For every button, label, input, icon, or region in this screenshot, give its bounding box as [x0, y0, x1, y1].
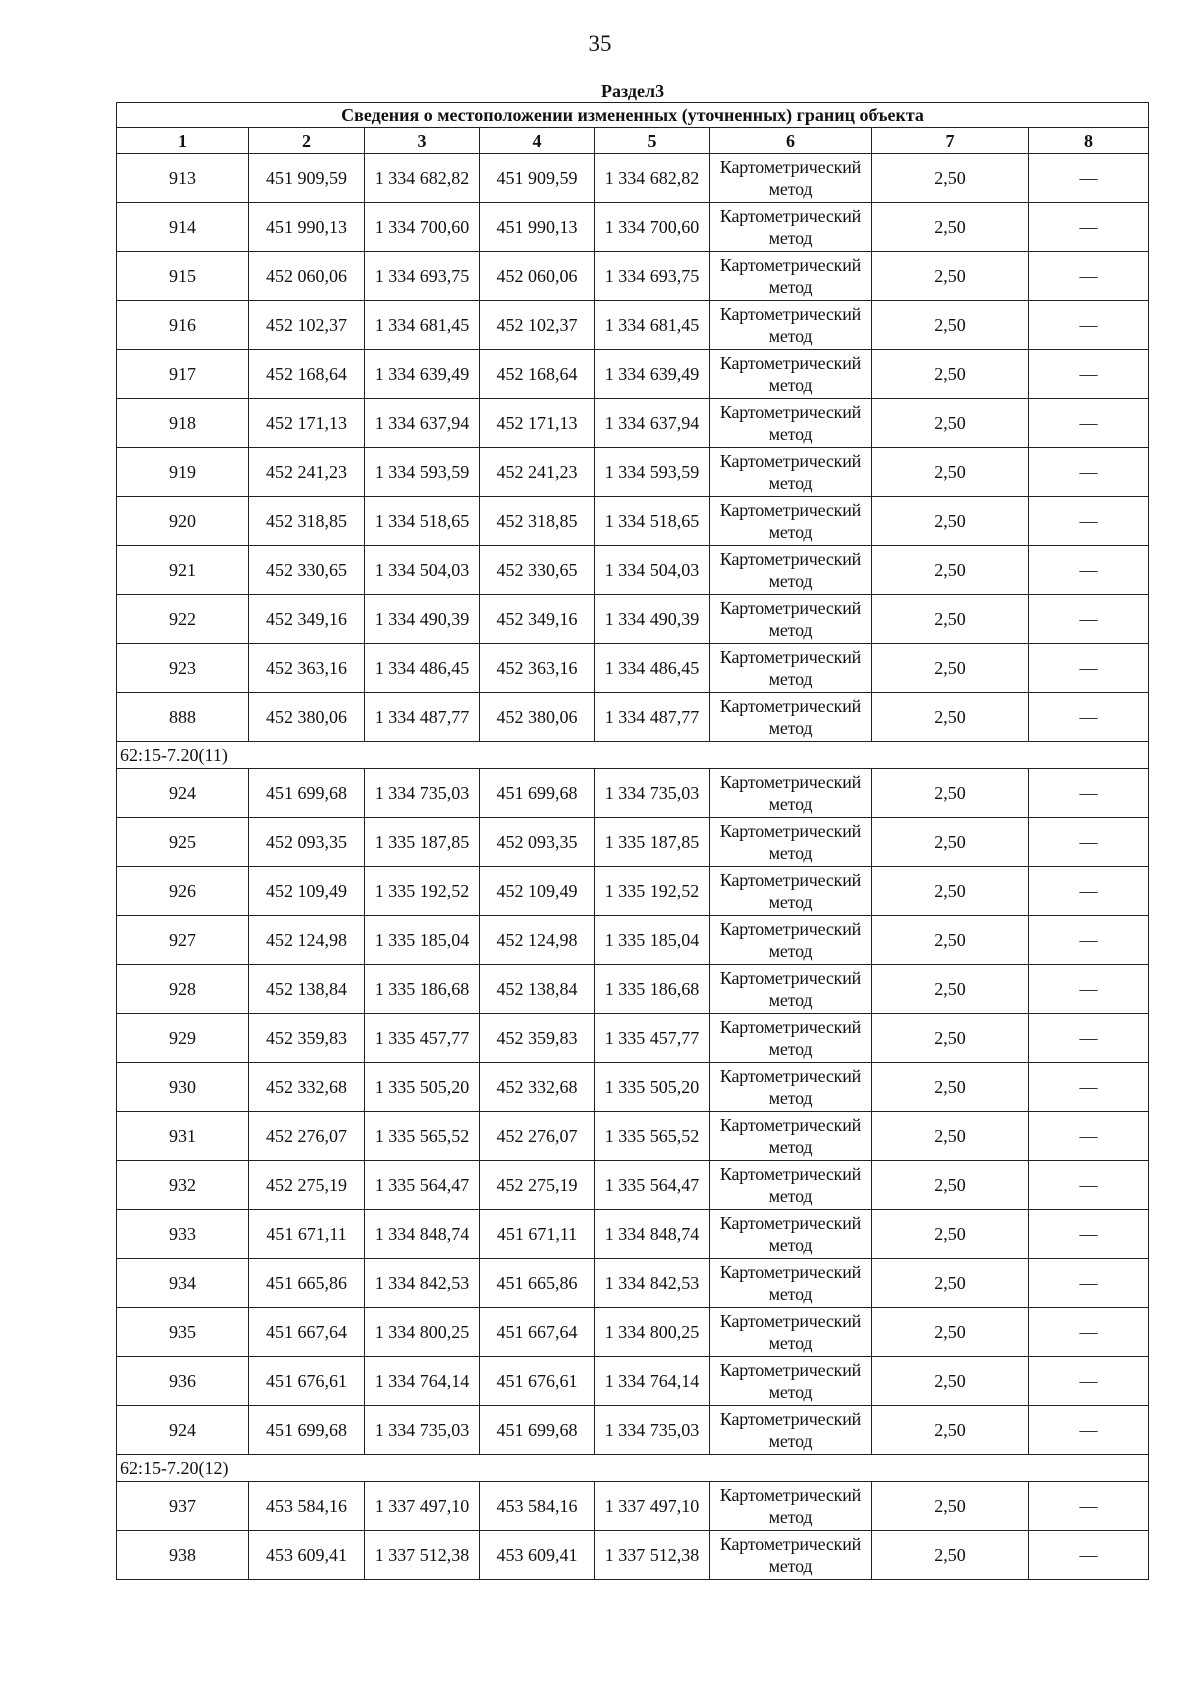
x-new-cell: 452 349,16 [480, 595, 595, 644]
table-row [117, 1482, 1149, 1531]
point-number-cell: 923 [117, 644, 249, 693]
accuracy-cell: 2,50 [872, 1406, 1029, 1455]
accuracy-cell: 2,50 [872, 1531, 1029, 1580]
method-cell: Картометрический метод [710, 448, 872, 497]
table-row [117, 916, 1149, 965]
x-new-cell: 452 276,07 [480, 1112, 595, 1161]
table-row [117, 1063, 1149, 1112]
point-number-cell: 927 [117, 916, 249, 965]
x-new-cell: 452 060,06 [480, 252, 595, 301]
column-header: 4 [480, 128, 595, 154]
x-new-cell: 453 584,16 [480, 1482, 595, 1531]
description-cell: — [1029, 301, 1149, 350]
y-new-cell: 1 335 505,20 [595, 1063, 710, 1112]
table-row [117, 203, 1149, 252]
point-number-cell: 921 [117, 546, 249, 595]
x-old-cell: 452 102,37 [249, 301, 365, 350]
column-header: 6 [710, 128, 872, 154]
table-row [117, 1014, 1149, 1063]
point-number-cell: 936 [117, 1357, 249, 1406]
y-old-cell: 1 334 518,65 [365, 497, 480, 546]
accuracy-cell: 2,50 [872, 693, 1029, 742]
table-row [117, 350, 1149, 399]
point-number-cell: 922 [117, 595, 249, 644]
y-old-cell: 1 334 735,03 [365, 1406, 480, 1455]
y-old-cell: 1 335 505,20 [365, 1063, 480, 1112]
description-cell: — [1029, 399, 1149, 448]
y-new-cell: 1 334 682,82 [595, 154, 710, 203]
point-number-cell: 933 [117, 1210, 249, 1259]
y-old-cell: 1 334 490,39 [365, 595, 480, 644]
accuracy-cell: 2,50 [872, 350, 1029, 399]
description-cell: — [1029, 1063, 1149, 1112]
x-new-cell: 451 699,68 [480, 1406, 595, 1455]
accuracy-cell: 2,50 [872, 252, 1029, 301]
x-new-cell: 452 363,16 [480, 644, 595, 693]
method-cell: Картометрический метод [710, 350, 872, 399]
accuracy-cell: 2,50 [872, 154, 1029, 203]
point-number-cell: 920 [117, 497, 249, 546]
method-cell: Картометрический метод [710, 154, 872, 203]
column-header: 3 [365, 128, 480, 154]
table-row [117, 448, 1149, 497]
y-old-cell: 1 334 637,94 [365, 399, 480, 448]
x-new-cell: 451 699,68 [480, 769, 595, 818]
x-new-cell: 451 671,11 [480, 1210, 595, 1259]
x-old-cell: 452 359,83 [249, 1014, 365, 1063]
table-row [117, 1161, 1149, 1210]
x-old-cell: 451 676,61 [249, 1357, 365, 1406]
accuracy-cell: 2,50 [872, 595, 1029, 644]
column-header: 7 [872, 128, 1029, 154]
y-new-cell: 1 334 490,39 [595, 595, 710, 644]
point-number-cell: 929 [117, 1014, 249, 1063]
method-cell: Картометрический метод [710, 399, 872, 448]
table-row [117, 595, 1149, 644]
accuracy-cell: 2,50 [872, 916, 1029, 965]
accuracy-cell: 2,50 [872, 1014, 1029, 1063]
point-number-cell: 928 [117, 965, 249, 1014]
y-new-cell: 1 334 637,94 [595, 399, 710, 448]
y-old-cell: 1 334 764,14 [365, 1357, 480, 1406]
accuracy-cell: 2,50 [872, 1112, 1029, 1161]
y-old-cell: 1 337 512,38 [365, 1531, 480, 1580]
method-cell: Картометрический метод [710, 644, 872, 693]
method-cell: Картометрический метод [710, 1308, 872, 1357]
description-cell: — [1029, 818, 1149, 867]
description-cell: — [1029, 1308, 1149, 1357]
x-new-cell: 451 665,86 [480, 1259, 595, 1308]
x-new-cell: 452 275,19 [480, 1161, 595, 1210]
x-old-cell: 451 671,11 [249, 1210, 365, 1259]
description-cell: — [1029, 1112, 1149, 1161]
point-number-cell: 930 [117, 1063, 249, 1112]
section-label: Раздел3 [601, 81, 665, 101]
y-new-cell: 1 335 187,85 [595, 818, 710, 867]
x-old-cell: 451 909,59 [249, 154, 365, 203]
table-row [117, 301, 1149, 350]
table-row [117, 546, 1149, 595]
description-cell: — [1029, 916, 1149, 965]
accuracy-cell: 2,50 [872, 769, 1029, 818]
x-old-cell: 452 330,65 [249, 546, 365, 595]
y-new-cell: 1 334 681,45 [595, 301, 710, 350]
point-number-cell: 934 [117, 1259, 249, 1308]
point-number-cell: 937 [117, 1482, 249, 1531]
y-new-cell: 1 335 457,77 [595, 1014, 710, 1063]
table-row [117, 252, 1149, 301]
x-old-cell: 452 124,98 [249, 916, 365, 965]
x-new-cell: 451 909,59 [480, 154, 595, 203]
description-cell: — [1029, 769, 1149, 818]
x-new-cell: 452 124,98 [480, 916, 595, 965]
x-old-cell: 452 276,07 [249, 1112, 365, 1161]
x-old-cell: 451 699,68 [249, 1406, 365, 1455]
group-header-row [117, 742, 1149, 769]
method-cell: Картометрический метод [710, 595, 872, 644]
x-new-cell: 452 102,37 [480, 301, 595, 350]
point-number-cell: 919 [117, 448, 249, 497]
accuracy-cell: 2,50 [872, 1357, 1029, 1406]
point-number-cell: 938 [117, 1531, 249, 1580]
accuracy-cell: 2,50 [872, 965, 1029, 1014]
description-cell: — [1029, 1531, 1149, 1580]
y-new-cell: 1 334 486,45 [595, 644, 710, 693]
x-old-cell: 452 363,16 [249, 644, 365, 693]
point-number-cell: 924 [117, 1406, 249, 1455]
group-label: 62:15-7.20(12) [117, 1455, 1149, 1482]
accuracy-cell: 2,50 [872, 818, 1029, 867]
y-old-cell: 1 334 800,25 [365, 1308, 480, 1357]
y-new-cell: 1 335 185,04 [595, 916, 710, 965]
accuracy-cell: 2,50 [872, 1308, 1029, 1357]
table-row [117, 769, 1149, 818]
method-cell: Картометрический метод [710, 1014, 872, 1063]
group-label: 62:15-7.20(11) [117, 742, 1149, 769]
description-cell: — [1029, 693, 1149, 742]
method-cell: Картометрический метод [710, 1210, 872, 1259]
x-new-cell: 453 609,41 [480, 1531, 595, 1580]
table-row [117, 1357, 1149, 1406]
accuracy-cell: 2,50 [872, 203, 1029, 252]
description-cell: — [1029, 1210, 1149, 1259]
description-cell: — [1029, 448, 1149, 497]
column-header: 1 [117, 128, 249, 154]
accuracy-cell: 2,50 [872, 1259, 1029, 1308]
table-row [117, 693, 1149, 742]
table-row [117, 1308, 1149, 1357]
x-old-cell: 452 171,13 [249, 399, 365, 448]
group-header-row [117, 1455, 1149, 1482]
point-number-cell: 917 [117, 350, 249, 399]
y-old-cell: 1 335 565,52 [365, 1112, 480, 1161]
point-number-cell: 916 [117, 301, 249, 350]
y-new-cell: 1 334 764,14 [595, 1357, 710, 1406]
y-new-cell: 1 334 593,59 [595, 448, 710, 497]
table-row [117, 154, 1149, 203]
x-old-cell: 452 275,19 [249, 1161, 365, 1210]
accuracy-cell: 2,50 [872, 399, 1029, 448]
y-old-cell: 1 334 593,59 [365, 448, 480, 497]
accuracy-cell: 2,50 [872, 546, 1029, 595]
y-old-cell: 1 335 192,52 [365, 867, 480, 916]
description-cell: — [1029, 595, 1149, 644]
x-old-cell: 451 990,13 [249, 203, 365, 252]
x-new-cell: 452 138,84 [480, 965, 595, 1014]
y-old-cell: 1 334 639,49 [365, 350, 480, 399]
table-row [117, 867, 1149, 916]
x-old-cell: 451 667,64 [249, 1308, 365, 1357]
table-row [117, 1210, 1149, 1259]
table-row [117, 644, 1149, 693]
y-new-cell: 1 334 487,77 [595, 693, 710, 742]
accuracy-cell: 2,50 [872, 1161, 1029, 1210]
method-cell: Картометрический метод [710, 1112, 872, 1161]
method-cell: Картометрический метод [710, 965, 872, 1014]
description-cell: — [1029, 1014, 1149, 1063]
table-row [117, 1531, 1149, 1580]
method-cell: Картометрический метод [710, 1161, 872, 1210]
boundary-coordinates-table [116, 80, 1149, 1580]
accuracy-cell: 2,50 [872, 867, 1029, 916]
method-cell: Картометрический метод [710, 252, 872, 301]
table-title: Сведения о местоположении измененных (уточненных) границ объекта [117, 103, 1149, 128]
description-cell: — [1029, 1406, 1149, 1455]
y-new-cell: 1 334 518,65 [595, 497, 710, 546]
x-new-cell: 452 332,68 [480, 1063, 595, 1112]
method-cell: Картометрический метод [710, 546, 872, 595]
y-old-cell: 1 335 185,04 [365, 916, 480, 965]
x-old-cell: 452 349,16 [249, 595, 365, 644]
table-row [117, 1259, 1149, 1308]
accuracy-cell: 2,50 [872, 1482, 1029, 1531]
y-new-cell: 1 334 504,03 [595, 546, 710, 595]
y-new-cell: 1 335 186,68 [595, 965, 710, 1014]
y-new-cell: 1 337 512,38 [595, 1531, 710, 1580]
description-cell: — [1029, 546, 1149, 595]
method-cell: Картометрический метод [710, 203, 872, 252]
description-cell: — [1029, 154, 1149, 203]
point-number-cell: 932 [117, 1161, 249, 1210]
accuracy-cell: 2,50 [872, 301, 1029, 350]
point-number-cell: 925 [117, 818, 249, 867]
y-old-cell: 1 335 187,85 [365, 818, 480, 867]
x-new-cell: 452 359,83 [480, 1014, 595, 1063]
y-old-cell: 1 334 504,03 [365, 546, 480, 595]
y-new-cell: 1 334 700,60 [595, 203, 710, 252]
x-old-cell: 452 380,06 [249, 693, 365, 742]
y-old-cell: 1 334 486,45 [365, 644, 480, 693]
method-cell: Картометрический метод [710, 301, 872, 350]
x-new-cell: 452 318,85 [480, 497, 595, 546]
x-old-cell: 452 168,64 [249, 350, 365, 399]
method-cell: Картометрический метод [710, 693, 872, 742]
page-number: 35 [588, 31, 612, 56]
point-number-cell: 931 [117, 1112, 249, 1161]
description-cell: — [1029, 203, 1149, 252]
description-cell: — [1029, 350, 1149, 399]
x-new-cell: 452 168,64 [480, 350, 595, 399]
x-old-cell: 452 109,49 [249, 867, 365, 916]
accuracy-cell: 2,50 [872, 1063, 1029, 1112]
point-number-cell: 888 [117, 693, 249, 742]
method-cell: Картометрический метод [710, 1357, 872, 1406]
table-row [117, 497, 1149, 546]
y-old-cell: 1 335 564,47 [365, 1161, 480, 1210]
point-number-cell: 914 [117, 203, 249, 252]
description-cell: — [1029, 1482, 1149, 1531]
x-new-cell: 452 171,13 [480, 399, 595, 448]
column-header: 2 [249, 128, 365, 154]
y-old-cell: 1 334 487,77 [365, 693, 480, 742]
y-new-cell: 1 337 497,10 [595, 1482, 710, 1531]
accuracy-cell: 2,50 [872, 1210, 1029, 1259]
description-cell: — [1029, 497, 1149, 546]
y-old-cell: 1 334 848,74 [365, 1210, 480, 1259]
x-new-cell: 451 990,13 [480, 203, 595, 252]
description-cell: — [1029, 1161, 1149, 1210]
description-cell: — [1029, 1259, 1149, 1308]
x-new-cell: 452 109,49 [480, 867, 595, 916]
y-new-cell: 1 334 800,25 [595, 1308, 710, 1357]
description-cell: — [1029, 252, 1149, 301]
x-old-cell: 452 332,68 [249, 1063, 365, 1112]
method-cell: Картометрический метод [710, 1259, 872, 1308]
point-number-cell: 935 [117, 1308, 249, 1357]
accuracy-cell: 2,50 [872, 497, 1029, 546]
y-new-cell: 1 334 735,03 [595, 769, 710, 818]
method-cell: Картометрический метод [710, 818, 872, 867]
column-header: 5 [595, 128, 710, 154]
x-old-cell: 451 665,86 [249, 1259, 365, 1308]
point-number-cell: 924 [117, 769, 249, 818]
x-old-cell: 453 584,16 [249, 1482, 365, 1531]
accuracy-cell: 2,50 [872, 448, 1029, 497]
x-new-cell: 452 241,23 [480, 448, 595, 497]
x-old-cell: 453 609,41 [249, 1531, 365, 1580]
x-old-cell: 452 241,23 [249, 448, 365, 497]
x-old-cell: 451 699,68 [249, 769, 365, 818]
table-row [117, 399, 1149, 448]
x-new-cell: 451 667,64 [480, 1308, 595, 1357]
method-cell: Картометрический метод [710, 1063, 872, 1112]
x-new-cell: 452 093,35 [480, 818, 595, 867]
method-cell: Картометрический метод [710, 769, 872, 818]
method-cell: Картометрический метод [710, 497, 872, 546]
y-new-cell: 1 335 564,47 [595, 1161, 710, 1210]
description-cell: — [1029, 644, 1149, 693]
y-old-cell: 1 335 457,77 [365, 1014, 480, 1063]
x-new-cell: 451 676,61 [480, 1357, 595, 1406]
y-new-cell: 1 335 565,52 [595, 1112, 710, 1161]
x-old-cell: 452 318,85 [249, 497, 365, 546]
y-old-cell: 1 334 682,82 [365, 154, 480, 203]
x-old-cell: 452 093,35 [249, 818, 365, 867]
y-new-cell: 1 335 192,52 [595, 867, 710, 916]
description-cell: — [1029, 1357, 1149, 1406]
table-row [117, 965, 1149, 1014]
method-cell: Картометрический метод [710, 1482, 872, 1531]
accuracy-cell: 2,50 [872, 644, 1029, 693]
y-old-cell: 1 335 186,68 [365, 965, 480, 1014]
point-number-cell: 913 [117, 154, 249, 203]
y-old-cell: 1 334 735,03 [365, 769, 480, 818]
y-new-cell: 1 334 639,49 [595, 350, 710, 399]
y-old-cell: 1 337 497,10 [365, 1482, 480, 1531]
y-new-cell: 1 334 842,53 [595, 1259, 710, 1308]
x-new-cell: 452 380,06 [480, 693, 595, 742]
method-cell: Картометрический метод [710, 916, 872, 965]
table-row [117, 1112, 1149, 1161]
description-cell: — [1029, 867, 1149, 916]
y-old-cell: 1 334 700,60 [365, 203, 480, 252]
y-old-cell: 1 334 681,45 [365, 301, 480, 350]
table-row [117, 818, 1149, 867]
method-cell: Картометрический метод [710, 1406, 872, 1455]
table-row [117, 1406, 1149, 1455]
y-new-cell: 1 334 735,03 [595, 1406, 710, 1455]
y-old-cell: 1 334 693,75 [365, 252, 480, 301]
point-number-cell: 926 [117, 867, 249, 916]
y-new-cell: 1 334 693,75 [595, 252, 710, 301]
point-number-cell: 918 [117, 399, 249, 448]
method-cell: Картометрический метод [710, 867, 872, 916]
x-new-cell: 452 330,65 [480, 546, 595, 595]
y-new-cell: 1 334 848,74 [595, 1210, 710, 1259]
description-cell: — [1029, 965, 1149, 1014]
y-old-cell: 1 334 842,53 [365, 1259, 480, 1308]
x-old-cell: 452 060,06 [249, 252, 365, 301]
column-header: 8 [1029, 128, 1149, 154]
point-number-cell: 915 [117, 252, 249, 301]
method-cell: Картометрический метод [710, 1531, 872, 1580]
column-header-row [117, 128, 1149, 154]
x-old-cell: 452 138,84 [249, 965, 365, 1014]
